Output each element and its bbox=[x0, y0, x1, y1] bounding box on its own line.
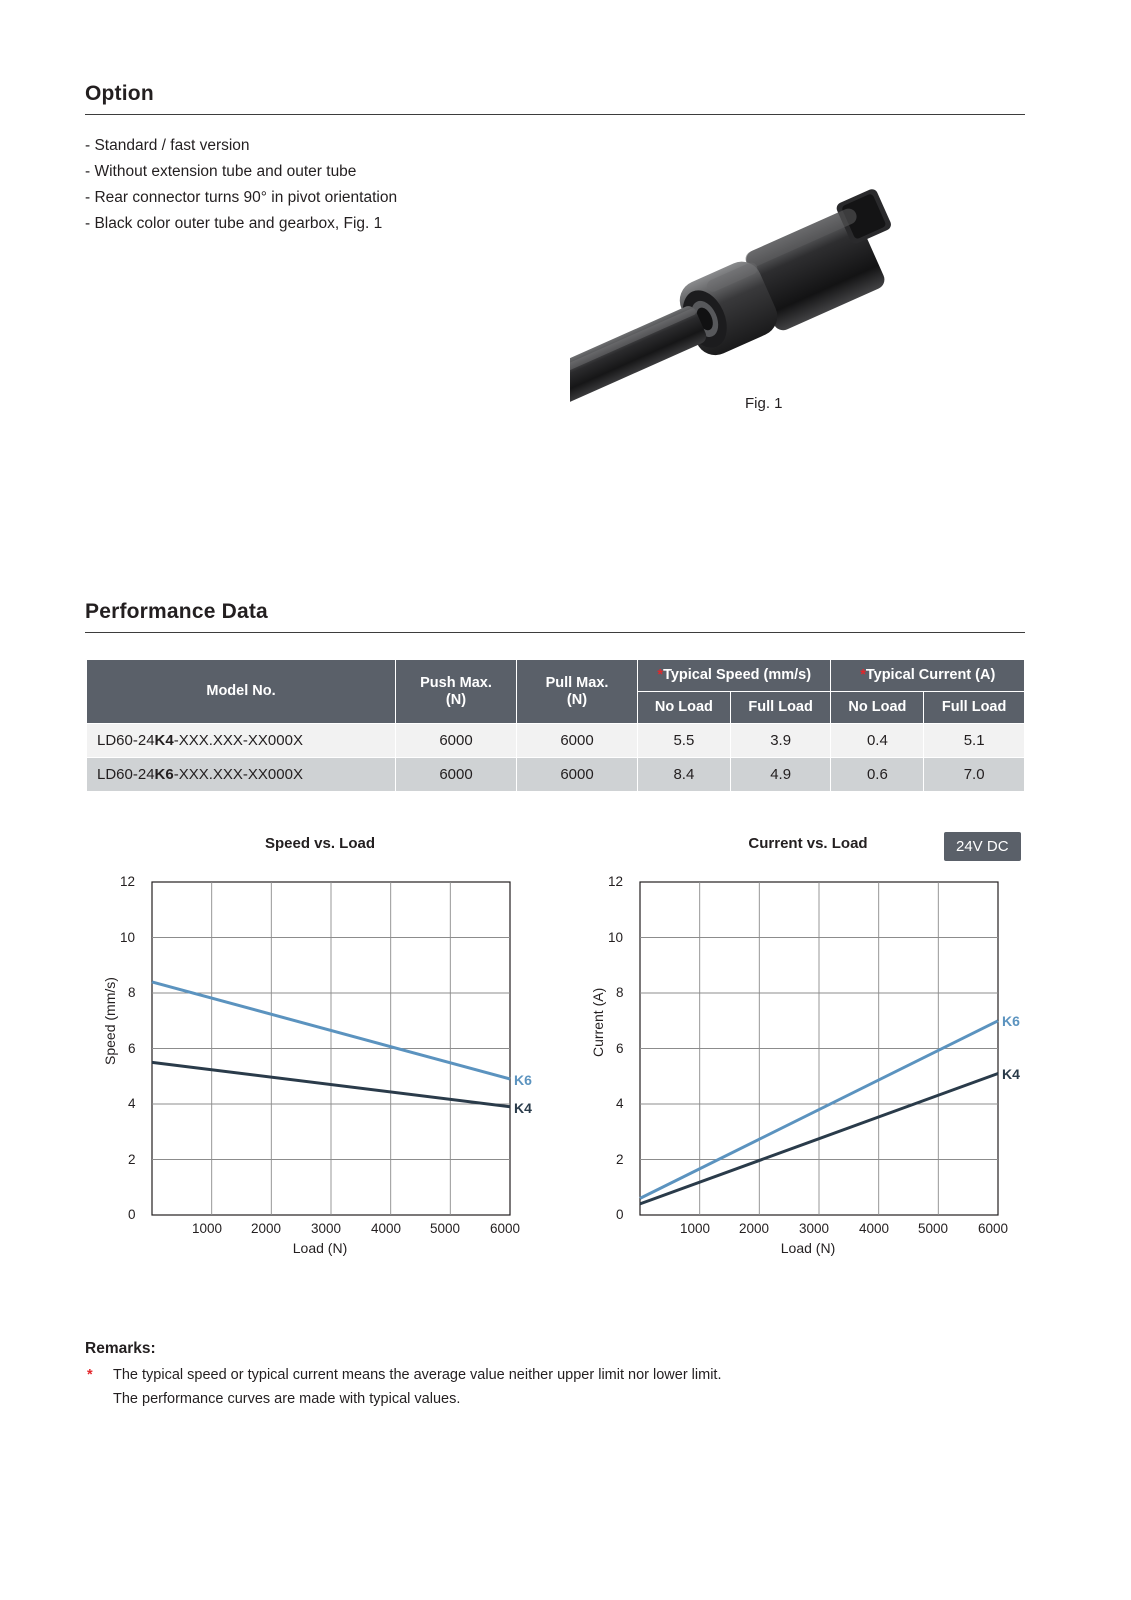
chart-y-tick: 8 bbox=[616, 985, 624, 1000]
chart-y-tick: 8 bbox=[128, 985, 136, 1000]
th-typical-current-label: Typical Current (A) bbox=[865, 667, 996, 683]
th-typical-current bbox=[831, 660, 1025, 692]
chart-x-axis-label: Load (N) bbox=[292, 1240, 348, 1256]
cell-push-max: 6000 bbox=[396, 724, 517, 758]
chart-x-tick: 1000 bbox=[680, 1221, 711, 1236]
performance-table bbox=[86, 659, 1025, 792]
chart-y-tick: 0 bbox=[616, 1207, 624, 1222]
cell-speed-no-load: 5.5 bbox=[638, 724, 731, 758]
cell-pull-max: 6000 bbox=[517, 758, 638, 792]
figure-caption: Fig. 1 bbox=[745, 395, 783, 412]
chart-x-tick: 6000 bbox=[978, 1221, 1009, 1236]
cell-current-full-load: 7.0 bbox=[924, 758, 1025, 792]
table-row bbox=[87, 724, 1025, 758]
model-suffix: -XXX.XXX-XX000X bbox=[173, 766, 303, 783]
model-prefix: LD60-24 bbox=[97, 732, 155, 749]
cell-speed-full-load: 3.9 bbox=[730, 724, 831, 758]
chart-x-tick: 5000 bbox=[918, 1221, 949, 1236]
model-prefix: LD60-24 bbox=[97, 766, 155, 783]
chart-x-tick: 3000 bbox=[311, 1221, 342, 1236]
chart-y-tick: 10 bbox=[120, 930, 136, 945]
option-heading: Option bbox=[85, 82, 154, 105]
th-push-max bbox=[396, 660, 517, 724]
chart-x-axis-label: Load (N) bbox=[780, 1240, 836, 1256]
remarks-text-2: The performance curves are made with typical values. bbox=[113, 1391, 461, 1407]
chart-plot-area bbox=[568, 825, 1048, 1265]
cell-pull-max: 6000 bbox=[517, 724, 638, 758]
th-speed-no-load: No Load bbox=[638, 692, 731, 724]
chart-y-tick: 12 bbox=[608, 874, 624, 889]
remarks-title: Remarks: bbox=[85, 1340, 156, 1357]
th-typical-speed bbox=[638, 660, 831, 692]
th-typical-speed-label: Typical Speed (mm/s) bbox=[663, 667, 812, 683]
chart-title: Current vs. Load bbox=[748, 835, 868, 852]
remarks-line-1 bbox=[85, 1363, 1035, 1387]
remarks-section bbox=[85, 1340, 1035, 1411]
chart-series-label-k6: K6 bbox=[1002, 1013, 1020, 1029]
speed-vs-load-chart bbox=[80, 825, 560, 1265]
chart-x-tick: 2000 bbox=[251, 1221, 282, 1236]
chart-y-tick: 6 bbox=[616, 1041, 624, 1056]
th-push-max-line1: Push Max. bbox=[420, 674, 492, 691]
performance-divider bbox=[85, 632, 1025, 633]
th-current-full-load: Full Load bbox=[924, 692, 1025, 724]
cell-current-no-load: 0.6 bbox=[831, 758, 924, 792]
th-push-max-line2: (N) bbox=[445, 691, 467, 708]
model-suffix: -XXX.XXX-XX000X bbox=[173, 732, 303, 749]
chart-y-tick: 4 bbox=[616, 1096, 624, 1111]
table-row bbox=[87, 758, 1025, 792]
performance-section bbox=[85, 600, 1025, 633]
chart-y-tick: 10 bbox=[608, 930, 624, 945]
asterisk-marker: * bbox=[87, 1367, 93, 1383]
chart-series-label-k4: K4 bbox=[1002, 1066, 1020, 1082]
chart-x-tick: 6000 bbox=[490, 1221, 521, 1236]
th-speed-full-load: Full Load bbox=[730, 692, 831, 724]
cell-current-full-load: 5.1 bbox=[924, 724, 1025, 758]
chart-x-tick: 2000 bbox=[739, 1221, 770, 1236]
cell-speed-full-load: 4.9 bbox=[730, 758, 831, 792]
chart-y-tick: 12 bbox=[120, 874, 136, 889]
th-current-no-load: No Load bbox=[831, 692, 924, 724]
th-pull-max-line1: Pull Max. bbox=[545, 674, 609, 691]
th-pull-max bbox=[517, 660, 638, 724]
chart-y-tick: 0 bbox=[128, 1207, 136, 1222]
remarks-line-2 bbox=[85, 1387, 1035, 1411]
chart-series-label-k6: K6 bbox=[514, 1072, 532, 1088]
chart-y-tick: 6 bbox=[128, 1041, 136, 1056]
asterisk-marker: * bbox=[657, 667, 664, 683]
current-vs-load-chart bbox=[568, 825, 1048, 1265]
chart-x-tick: 1000 bbox=[192, 1221, 223, 1236]
chart-x-tick: 4000 bbox=[859, 1221, 890, 1236]
chart-x-tick: 3000 bbox=[799, 1221, 830, 1236]
cell-push-max: 6000 bbox=[396, 758, 517, 792]
chart-y-axis-label: Speed (mm/s) bbox=[102, 977, 118, 1065]
cell-model bbox=[87, 724, 396, 758]
option-divider bbox=[85, 114, 1025, 115]
cell-speed-no-load: 8.4 bbox=[638, 758, 731, 792]
table-header-row bbox=[87, 660, 1025, 692]
model-code: K6 bbox=[154, 766, 174, 783]
option-item: - Black color outer tube and gearbox, Fig. 1 bbox=[85, 215, 383, 232]
chart-y-axis-label: Current (A) bbox=[590, 987, 606, 1057]
th-pull-max-line2: (N) bbox=[566, 691, 588, 708]
performance-heading: Performance Data bbox=[85, 600, 268, 623]
option-item: - Without extension tube and outer tube bbox=[85, 163, 357, 180]
chart-x-tick: 5000 bbox=[430, 1221, 461, 1236]
chart-series-label-k4: K4 bbox=[514, 1100, 532, 1116]
cell-model bbox=[87, 758, 396, 792]
chart-plot-area bbox=[80, 825, 560, 1265]
chart-y-tick: 2 bbox=[128, 1152, 136, 1167]
voltage-badge: 24V DC bbox=[944, 832, 1021, 861]
asterisk-marker: * bbox=[860, 667, 866, 683]
option-item: - Rear connector turns 90° in pivot orientation bbox=[85, 189, 398, 206]
chart-x-tick: 4000 bbox=[371, 1221, 402, 1236]
cell-current-no-load: 0.4 bbox=[831, 724, 924, 758]
option-item: - Standard / fast version bbox=[85, 137, 250, 154]
chart-title: Speed vs. Load bbox=[264, 835, 376, 852]
remarks-text-1: The typical speed or typical current means the average value neither upper limit nor lower limit. bbox=[113, 1367, 722, 1383]
th-model: Model No. bbox=[87, 660, 396, 724]
chart-y-tick: 4 bbox=[128, 1096, 136, 1111]
chart-y-tick: 2 bbox=[616, 1152, 624, 1167]
model-code: K4 bbox=[154, 732, 174, 749]
